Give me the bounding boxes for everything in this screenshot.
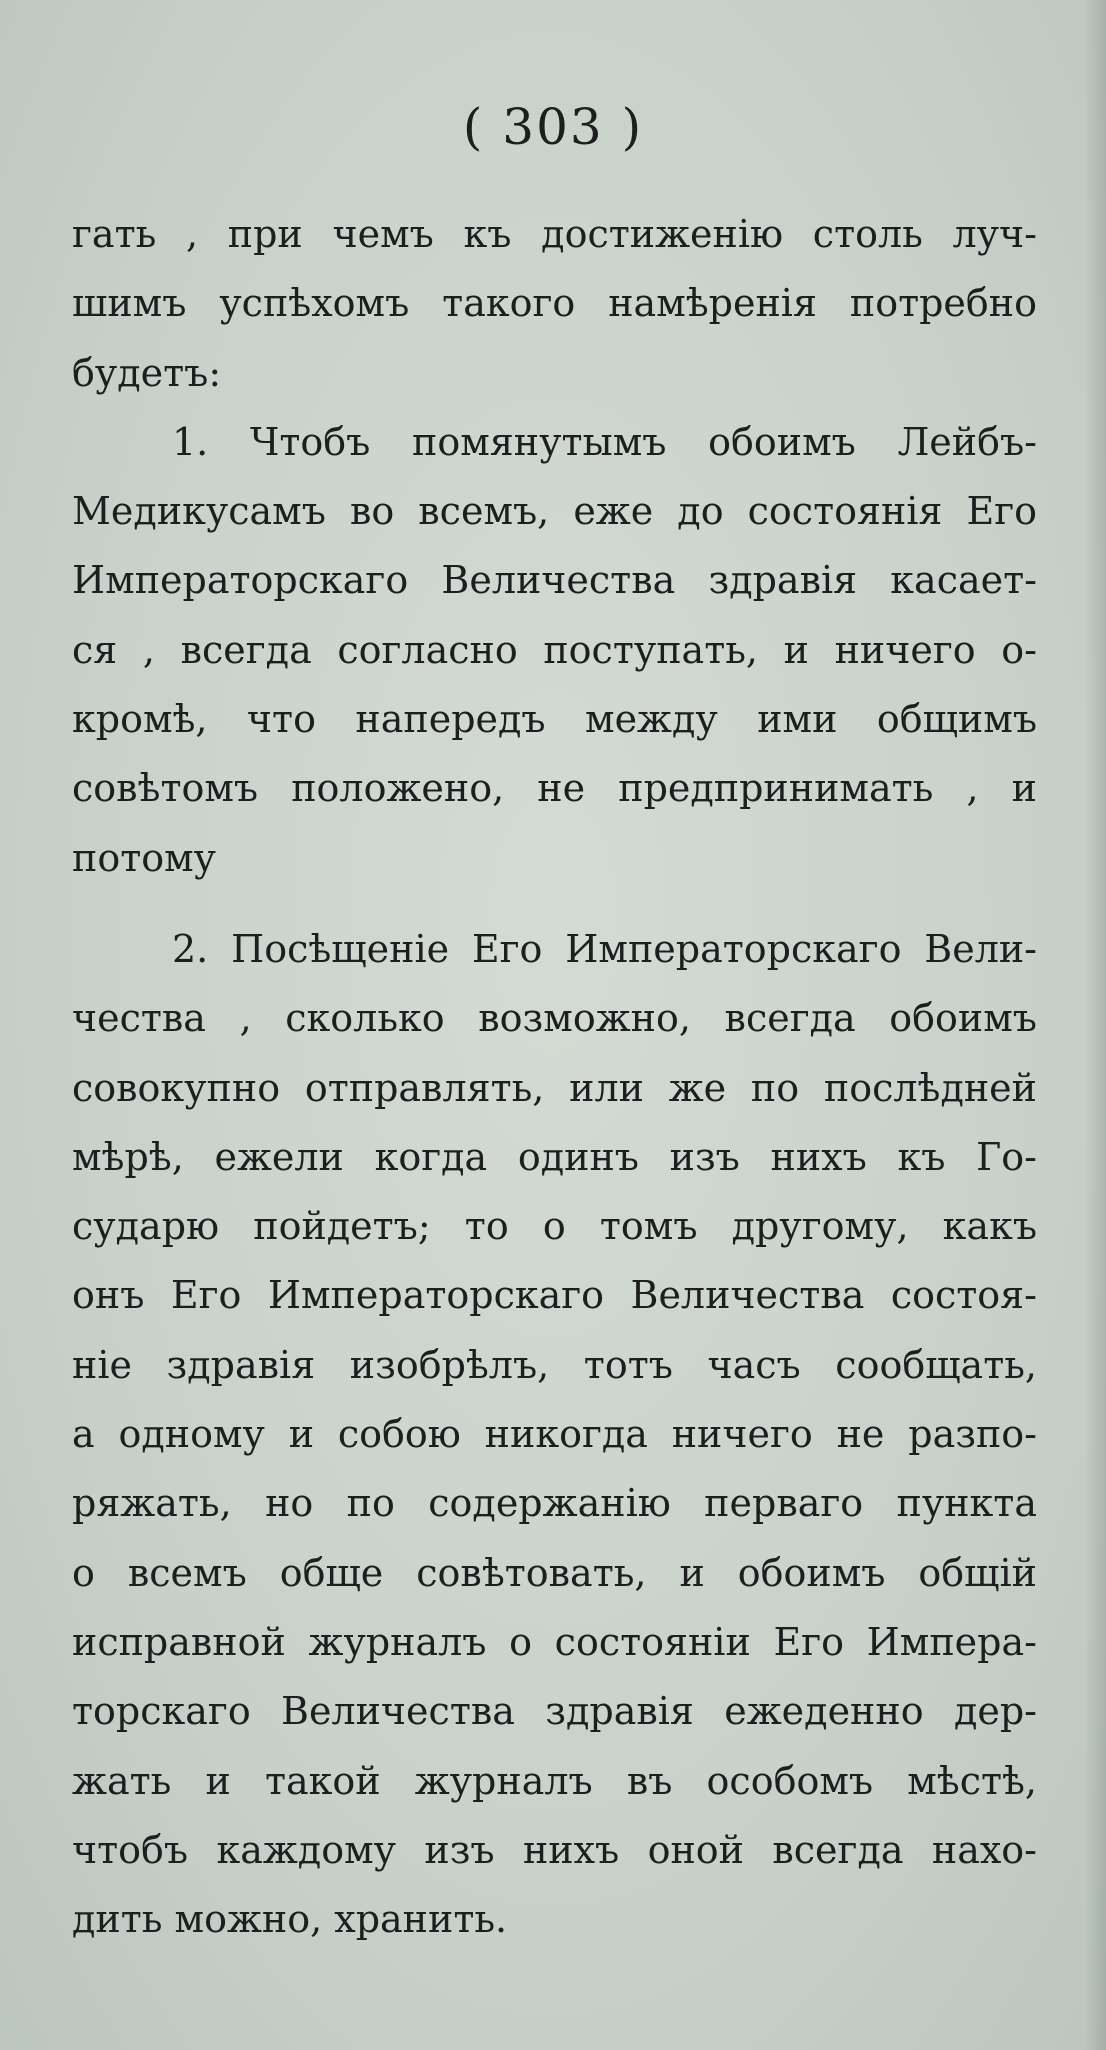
text-line: ряжать, но по содержанію перваго пункта [72, 1481, 1037, 1526]
text-line: совѣтомъ положено, не предпринимать , и [72, 766, 1037, 811]
text-line: ніе здравія изобрѣлъ, тотъ часъ сообщать, [72, 1342, 1037, 1387]
text-line: чества , сколько возможно, всегда обоимъ [72, 996, 1037, 1041]
text-line: гать , при чемъ къ достиженію столь луч- [72, 212, 1037, 256]
text-line: исправной журналъ о состояніи Его Импера- [72, 1619, 1037, 1664]
text-line: шимъ успѣхомъ такого намѣренія потребно [72, 281, 1037, 326]
text-line: совокупно отправлять, или же по послѣдней [72, 1065, 1037, 1110]
text-line: дить можно, хранить. [72, 1897, 508, 1942]
body-text [72, 200, 1037, 1954]
text-line: сударю пойдетъ; то о томъ другому, какъ [72, 1204, 1037, 1249]
text-line: торскаго Величества здравія ежеденно дер- [72, 1689, 1037, 1734]
text-line: онъ Его Императорскаго Величества состоя- [72, 1273, 1037, 1318]
text-line: Медикусамъ во всемъ, еже до состоянія Его [72, 489, 1037, 534]
text-line: о всемъ обще совѣтовать, и обоимъ общій [72, 1550, 1037, 1595]
text-line: Императорскаго Величества здравія касает- [72, 558, 1037, 603]
text-line: мѣрѣ, ежели когда одинъ изъ нихъ къ Го- [72, 1134, 1037, 1179]
text-line: 1. Чтобъ помянутымъ обоимъ Лейбъ- [172, 419, 1037, 464]
text-line: ся , всегда согласно поступать, и ничего о- [72, 627, 1037, 672]
text-line: будетъ: [72, 350, 222, 395]
text-line: чтобъ каждому изъ нихъ оной всегда нахо- [72, 1827, 1037, 1872]
page-number: ( 303 ) [462, 98, 644, 156]
text-line: потому [72, 835, 217, 880]
text-line: жать и такой журналъ въ особомъ мѣстѣ, [72, 1758, 1037, 1803]
page-edge-shadow [1084, 0, 1106, 2050]
text-line: 2. Посѣщеніе Его Императорскаго Вели- [172, 926, 1037, 971]
text-line: а одному и собою никогда ничего не разпо- [72, 1412, 1037, 1457]
text-line: кромѣ, что напередъ между ими общимъ [72, 697, 1037, 742]
